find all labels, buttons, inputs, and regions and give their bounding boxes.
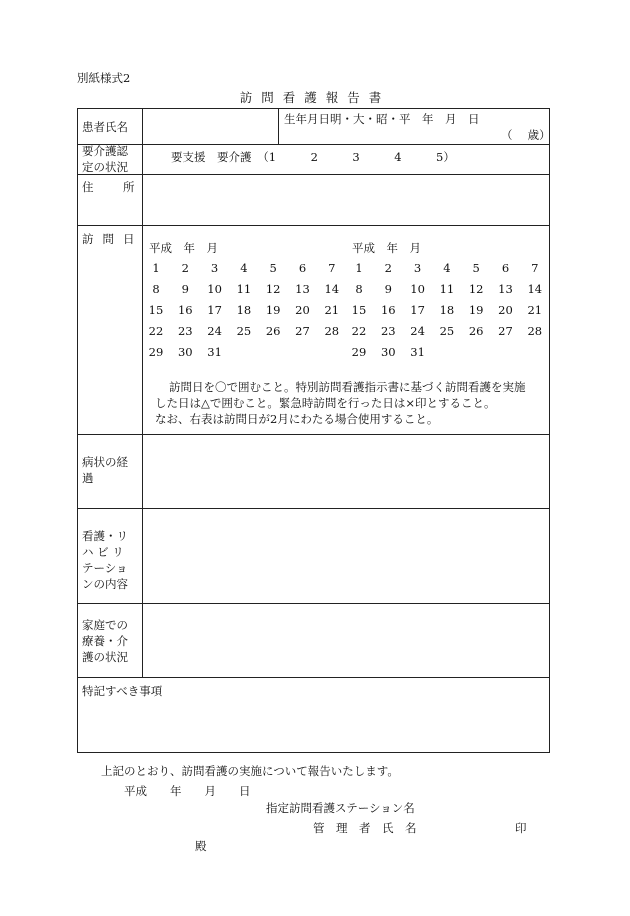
home-care-label: 家庭での 療養・介 護の状況 [82, 618, 128, 664]
calendar-left-title: 平成 年 月 [149, 241, 218, 255]
calendar-day[interactable]: 25 [236, 324, 252, 338]
address-field[interactable] [146, 179, 546, 221]
calendar-day[interactable]: 12 [468, 282, 484, 296]
calendar-day[interactable]: 15 [148, 303, 164, 317]
calendar-day[interactable]: 14 [527, 282, 543, 296]
calendar-right [352, 240, 542, 370]
seal-mark: 印 [515, 821, 527, 835]
calendar-day[interactable]: 9 [384, 282, 392, 296]
calendar-day[interactable]: 13 [295, 282, 310, 296]
calendar-day[interactable]: 25 [439, 324, 455, 338]
calendar-day[interactable]: 17 [410, 303, 425, 317]
row-divider [78, 603, 549, 604]
calendar-day[interactable]: 18 [236, 303, 252, 317]
document-title: 訪問看護報告書 [239, 90, 391, 105]
row-divider [78, 434, 549, 435]
form-number-label: 別紙様式2 [77, 71, 131, 85]
calendar-day[interactable]: 4 [240, 261, 248, 275]
calendar-day[interactable]: 8 [152, 282, 160, 296]
station-name-label: 指定訪問看護ステーション名 [266, 801, 415, 815]
calendar-left [149, 240, 339, 370]
care-level-options[interactable]: 要支援 要介護 （1 2 3 4 5） [171, 150, 455, 164]
calendar-day[interactable]: 30 [177, 345, 193, 359]
calendar-day[interactable]: 17 [207, 303, 222, 317]
calendar-right-title: 平成 年 月 [352, 241, 421, 255]
calendar-day[interactable]: 11 [439, 282, 455, 296]
calendar-day[interactable]: 6 [298, 261, 307, 275]
special-notes-field[interactable] [82, 701, 546, 749]
address-label: 住 所 [82, 180, 144, 194]
condition-progress-label: 病状の経 過 [82, 455, 128, 485]
calendar-day[interactable]: 29 [351, 345, 367, 359]
calendar-day[interactable]: 16 [177, 303, 193, 317]
calendar-day[interactable]: 26 [468, 324, 484, 338]
report-date: 平成 年 月 日 [124, 784, 251, 798]
calendar-day[interactable]: 19 [265, 303, 281, 317]
calendar-day[interactable]: 14 [324, 282, 340, 296]
visit-date-note: 訪問日を〇で囲むこと。特別訪問看護指示書に基づく訪問看護を実施 した日は△で囲むこと。緊急時訪問を行った日は×印とすること。 なお、右表は訪問日が2月にわたる場合使用すること。 [155, 380, 526, 426]
calendar-day[interactable]: 4 [443, 261, 451, 275]
calendar-day[interactable]: 24 [207, 324, 222, 338]
calendar-day[interactable]: 10 [207, 282, 222, 296]
calendar-day[interactable]: 21 [527, 303, 543, 317]
report-form-table [77, 108, 550, 753]
recipient-honorific: 殿 [195, 839, 207, 853]
home-care-field[interactable] [146, 607, 546, 673]
calendar-day[interactable]: 2 [384, 261, 392, 275]
calendar-day[interactable]: 22 [148, 324, 164, 338]
calendar-day[interactable]: 31 [207, 345, 222, 359]
calendar-day[interactable]: 1 [152, 261, 160, 275]
calendar-day[interactable]: 12 [265, 282, 281, 296]
calendar-day[interactable]: 27 [295, 324, 310, 338]
special-notes-label: 特記すべき事項 [82, 684, 163, 698]
birth-date-label: 生年月日明・大・昭・平 年 月 日 [284, 112, 480, 126]
calendar-day[interactable]: 26 [265, 324, 281, 338]
report-statement: 上記のとおり、訪問看護の実施について報告いたします。 [101, 764, 399, 778]
row-divider [78, 225, 549, 226]
row-divider [78, 174, 549, 175]
calendar-day[interactable]: 2 [181, 261, 189, 275]
calendar-day[interactable]: 8 [355, 282, 363, 296]
calendar-day[interactable]: 28 [527, 324, 543, 338]
calendar-day[interactable]: 16 [380, 303, 396, 317]
calendar-day[interactable]: 3 [413, 261, 422, 275]
calendar-day[interactable]: 3 [210, 261, 219, 275]
column-divider [278, 109, 279, 144]
calendar-day[interactable]: 11 [236, 282, 252, 296]
calendar-day[interactable]: 18 [439, 303, 455, 317]
care-level-label: 要介護認 定の状況 [82, 144, 128, 174]
calendar-day[interactable]: 10 [410, 282, 425, 296]
calendar-day[interactable]: 6 [501, 261, 510, 275]
calendar-day[interactable]: 20 [498, 303, 513, 317]
calendar-day[interactable]: 13 [498, 282, 513, 296]
nursing-rehab-field[interactable] [146, 512, 546, 600]
calendar-day[interactable]: 19 [468, 303, 484, 317]
calendar-day[interactable]: 1 [355, 261, 363, 275]
visit-date-label: 訪問日 [82, 232, 144, 246]
calendar-day[interactable]: 15 [351, 303, 367, 317]
calendar-day[interactable]: 22 [351, 324, 367, 338]
calendar-day[interactable]: 31 [410, 345, 425, 359]
calendar-day[interactable]: 30 [380, 345, 396, 359]
calendar-day[interactable]: 5 [269, 261, 277, 275]
calendar-day[interactable]: 7 [328, 261, 336, 275]
calendar-day[interactable]: 9 [181, 282, 189, 296]
row-divider [78, 508, 549, 509]
calendar-day[interactable]: 5 [472, 261, 480, 275]
calendar-day[interactable]: 23 [380, 324, 396, 338]
calendar-day[interactable]: 29 [148, 345, 164, 359]
calendar-day[interactable]: 27 [498, 324, 513, 338]
row-divider [78, 144, 549, 145]
calendar-day[interactable]: 23 [177, 324, 193, 338]
patient-name-field[interactable] [146, 113, 276, 141]
nursing-rehab-label: 看護・リ ハ ビ リ テーショ ンの内容 [82, 529, 128, 591]
calendar-day[interactable]: 7 [531, 261, 539, 275]
row-divider [78, 677, 549, 678]
calendar-day[interactable]: 28 [324, 324, 340, 338]
calendar-day[interactable]: 20 [295, 303, 310, 317]
manager-name-label: 管 理 者 氏 名 [313, 821, 417, 835]
age-label: （ 歳） [501, 128, 551, 142]
patient-name-label: 患者氏名 [82, 120, 128, 134]
calendar-day[interactable]: 21 [324, 303, 340, 317]
calendar-day[interactable]: 24 [410, 324, 425, 338]
condition-progress-field[interactable] [146, 438, 546, 504]
